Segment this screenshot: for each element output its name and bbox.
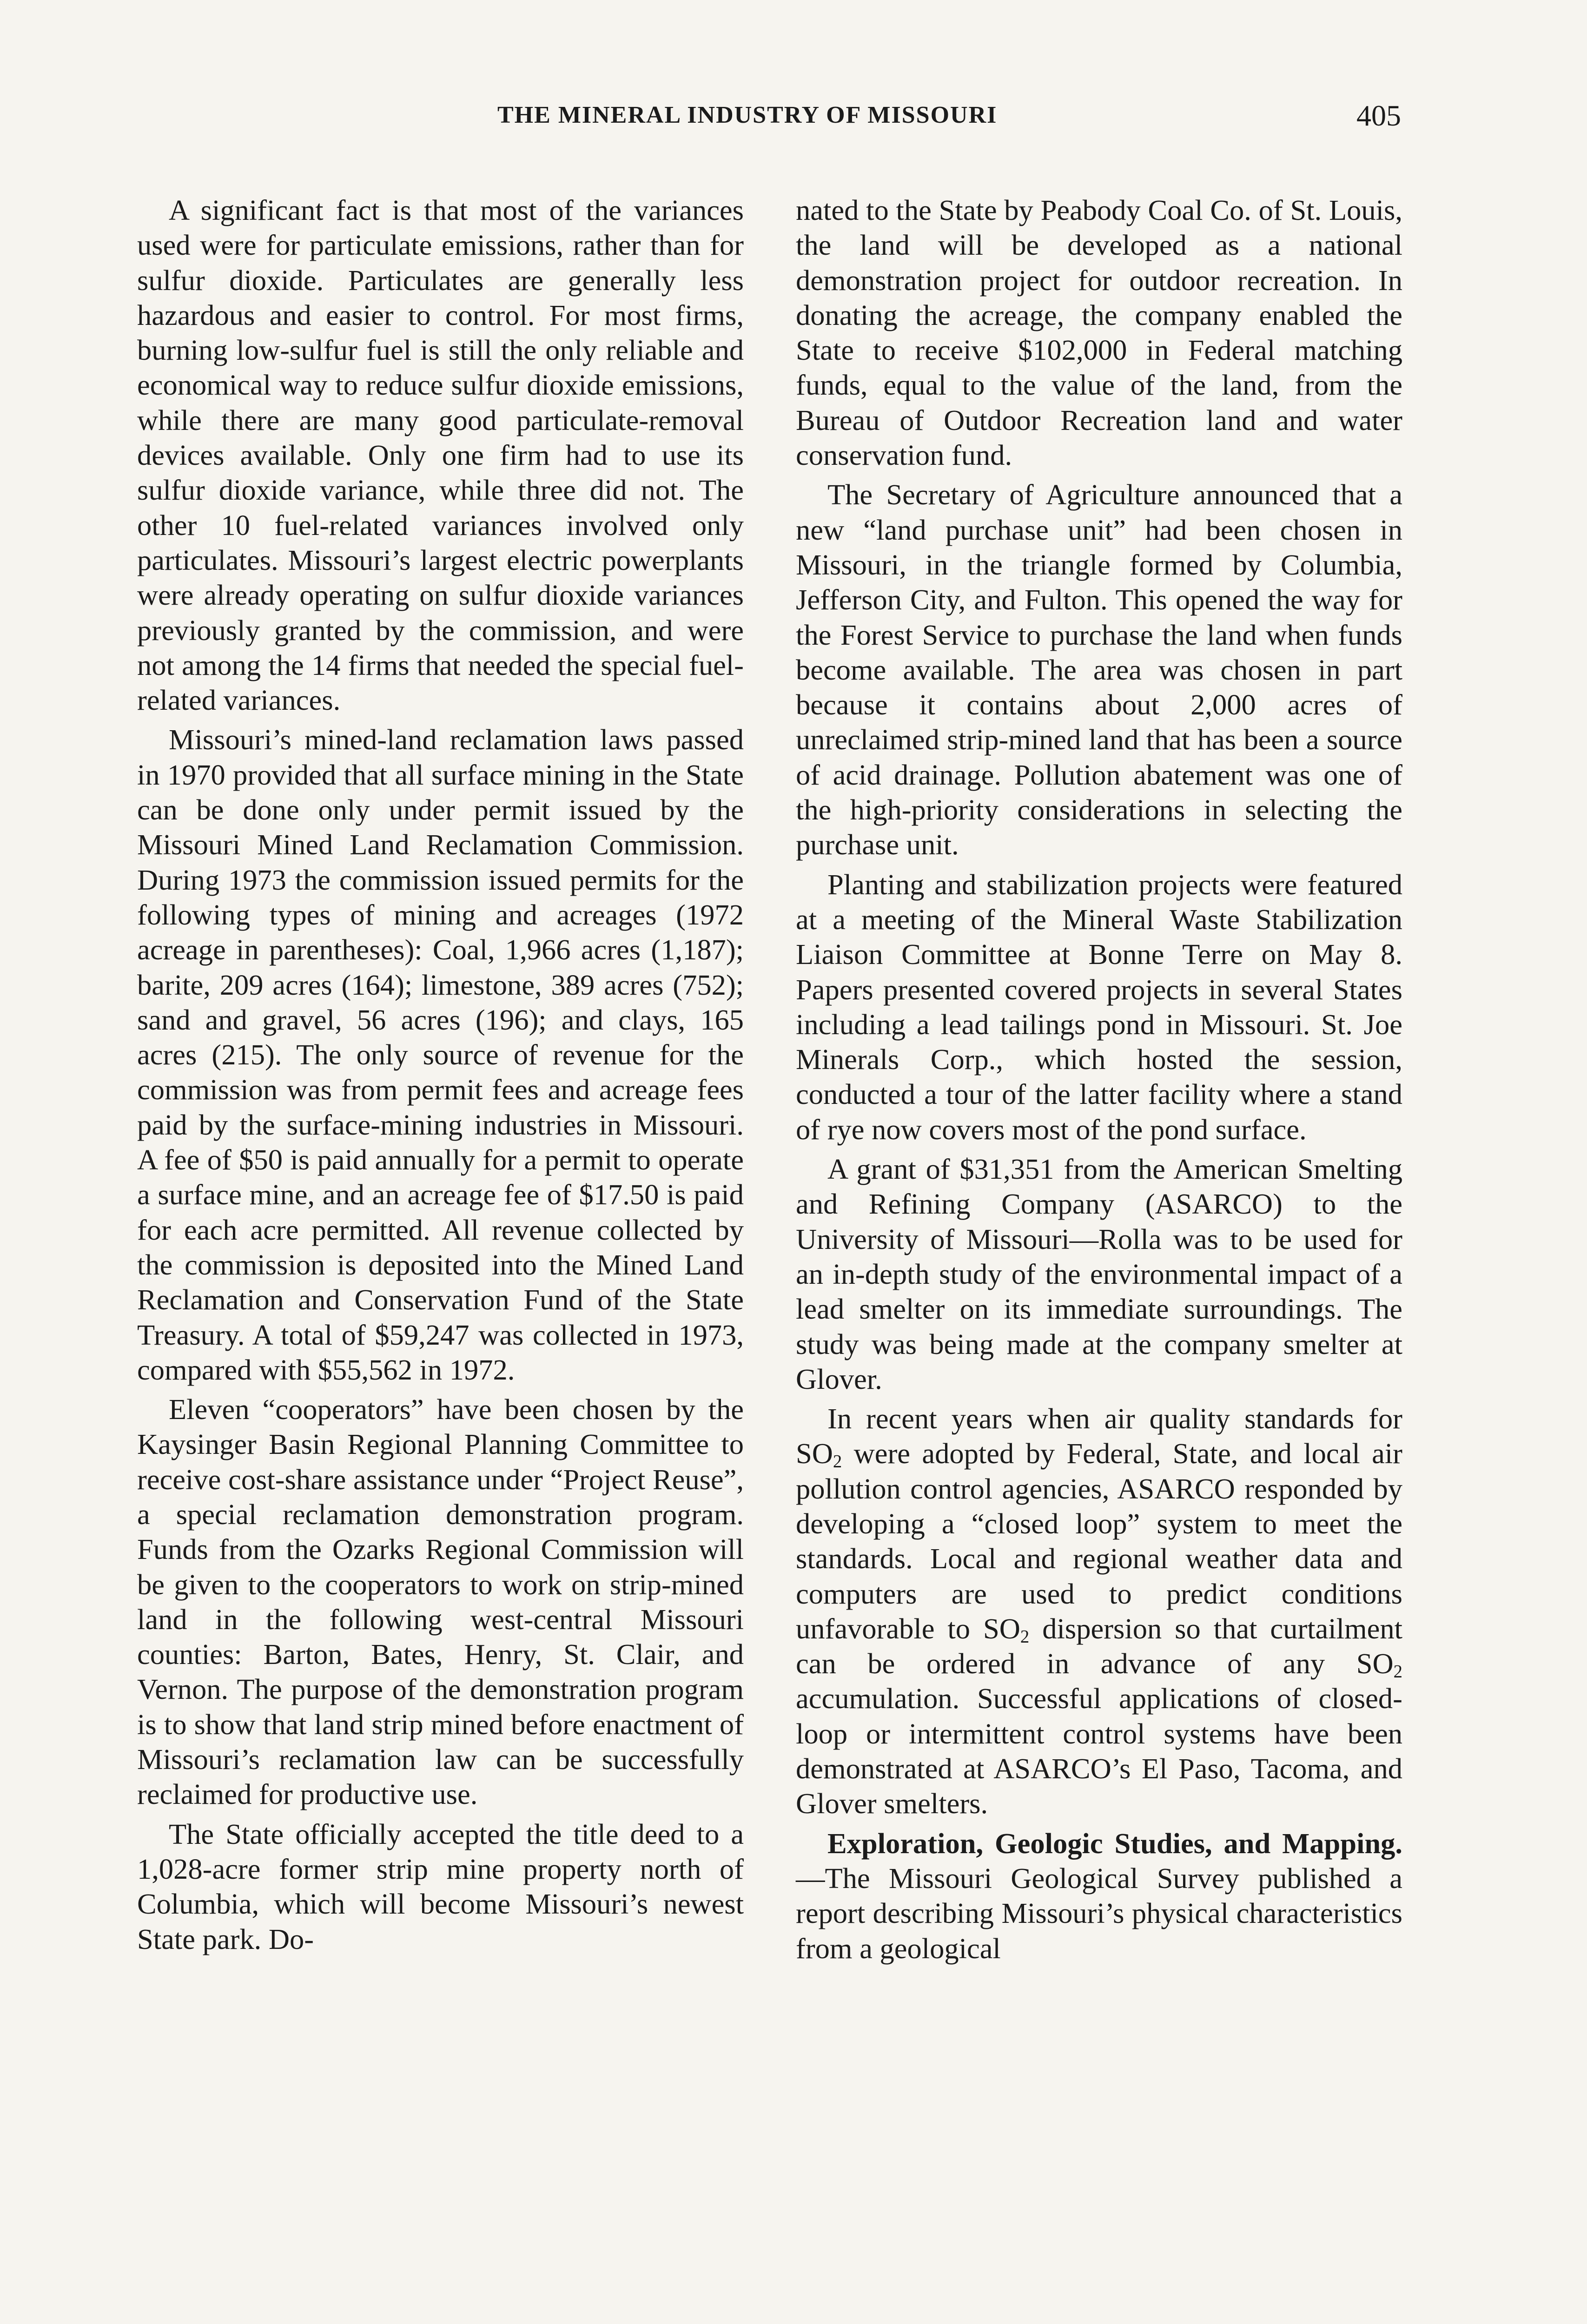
air-quality-text-4: accumulation. Successful applications of closed-loop or intermittent control systems have been demonstrated at ASARCO’s El Paso, Tacoma, and Glover smelters. [796,1682,1402,1820]
paragraph-stabilization-projects: Planting and stabilization projects were featured at a meeting of the Mineral Waste Stabilization Liaison Committee at Bonne Terre on May 8. Papers presented covered projects in several States including a lead tailings pond in Missouri. St. Joe Minerals Corp., which hosted the session, conducted a tour of the latter facility where a stand of rye now covers most of the pond surface. [796,868,1402,1146]
paragraph-land-purchase-unit: The Secretary of Agriculture announced that a new “land purchase unit” had been chosen in Missouri, in the triangle formed by Columbia, Jefferson City, and Fulton. This opened the way for the Forest Service to purchase the land when funds become available. The area was chosen in part because it contains about 2,000 acres of unreclaimed strip-mined land that has been a source of acid drainage. Pollution abatement was one of the high-priority considerations in selecting the purchase unit. [796,478,1402,861]
right-column [796,193,1402,1971]
page-number: 405 [1356,99,1401,132]
paragraph-air-quality [796,1401,1402,1822]
paragraph-variances: A significant fact is that most of the variances used were for particulate emissions, rather than for sulfur dioxide. Particulates are generally less hazardous and easier to control. For most firms, burning low-sulfur fuel is still the only reliable and economical way to reduce sulfur dioxide emissions, while there are many good particulate-removal devices available. Only one firm had to use its sulfur dioxide variance, while three did not. The other 10 fuel-related variances involved only particulates. Missouri’s largest electric powerplants were already operating on sulfur dioxide variances previously granted by the commission, and were not among the 14 firms that needed the special fuel-related variances. [137,194,744,717]
subscript-two: 2 [1020,1626,1030,1647]
section-heading-exploration: Exploration, Geologic Studies, and Mapping. [827,1827,1402,1860]
paragraph-project-reuse: Eleven “cooperators” have been chosen by the Kaysinger Basin Regional Planning Committee to receive cost-share assistance under “Project Reuse”, a special reclamation demonstration program. Funds from the Ozarks Regional Commission will be given to the cooperators to work on strip-mined land in the following west-central Missouri counties: Barton, Bates, Henry, St. Clair, and Vernon. The purpose of the demonstration program is to show that land strip mined before enactment of Missouri’s reclamation law can be successfully reclaimed for productive use. [137,1393,744,1811]
air-quality-text-1: In recent years when air quality standards for SO [796,1402,1402,1470]
air-quality-text-3: dispersion so that curtailment can be ordered in advance of any SO [796,1612,1402,1680]
paragraph-exploration [796,1826,1402,1966]
running-title: THE MINERAL INDUSTRY OF MISSOURI [497,102,998,128]
paragraph-state-park: The State officially accepted the title deed to a 1,028-acre former strip mine property north of Columbia, which will become Missouri’s newest State park. Do- [137,1817,744,1955]
left-column [137,193,744,1961]
paragraph-state-park-continued: nated to the State by Peabody Coal Co. of St. Louis, the land will be developed as a national demonstration project for outdoor recreation. In donating the acreage, the company enabled the State to receive $102,000 in Federal matching funds, equal to the value of the land, from the Bureau of Outdoor Recreation land and water conservation fund. [796,194,1402,472]
exploration-text: —The Missouri Geological Survey published a report describing Missouri’s physical characteristics from a geological [796,1862,1402,1965]
subscript-two: 2 [1393,1661,1402,1682]
paragraph-reclamation-laws: Missouri’s mined-land reclamation laws passed in 1970 provided that all surface mining in the State can be done only under permit issued by the Missouri Mined Land Reclamation Commission. During 1973 the commission issued permits for the following types of mining and acreages (1972 acreage in parentheses): Coal, 1,966 acres (1,187); barite, 209 acres (164); limestone, 389 acres (752); sand and gravel, 56 acres (196); and clays, 165 acres (215). The only source of revenue for the commission was from permit fees and acreage fees paid by the surface-mining industries in Missouri. A fee of $50 is paid annually for a permit to operate a surface mine, and an acreage fee of $17.50 is paid for each acre permitted. All revenue collected by the commission is deposited into the Mined Land Reclamation and Conservation Fund of the State Treasury. A total of $59,247 was collected in 1973, compared with $55,562 in 1972. [137,723,744,1386]
paragraph-asarco-grant: A grant of $31,351 from the American Smelting and Refining Company (ASARCO) to the University of Missouri—Rolla was to be used for an in-depth study of the environmental impact of a lead smelter on its immediate surroundings. The study was being made at the company smelter at Glover. [796,1153,1402,1395]
air-quality-text-2: were adopted by Federal, State, and local air pollution control agencies, ASARCO responded by developing a “closed loop” system to meet the standards. Local and regional weather data and computers are used to predict conditions unfavorable to SO [796,1437,1402,1645]
subscript-two: 2 [833,1451,842,1472]
